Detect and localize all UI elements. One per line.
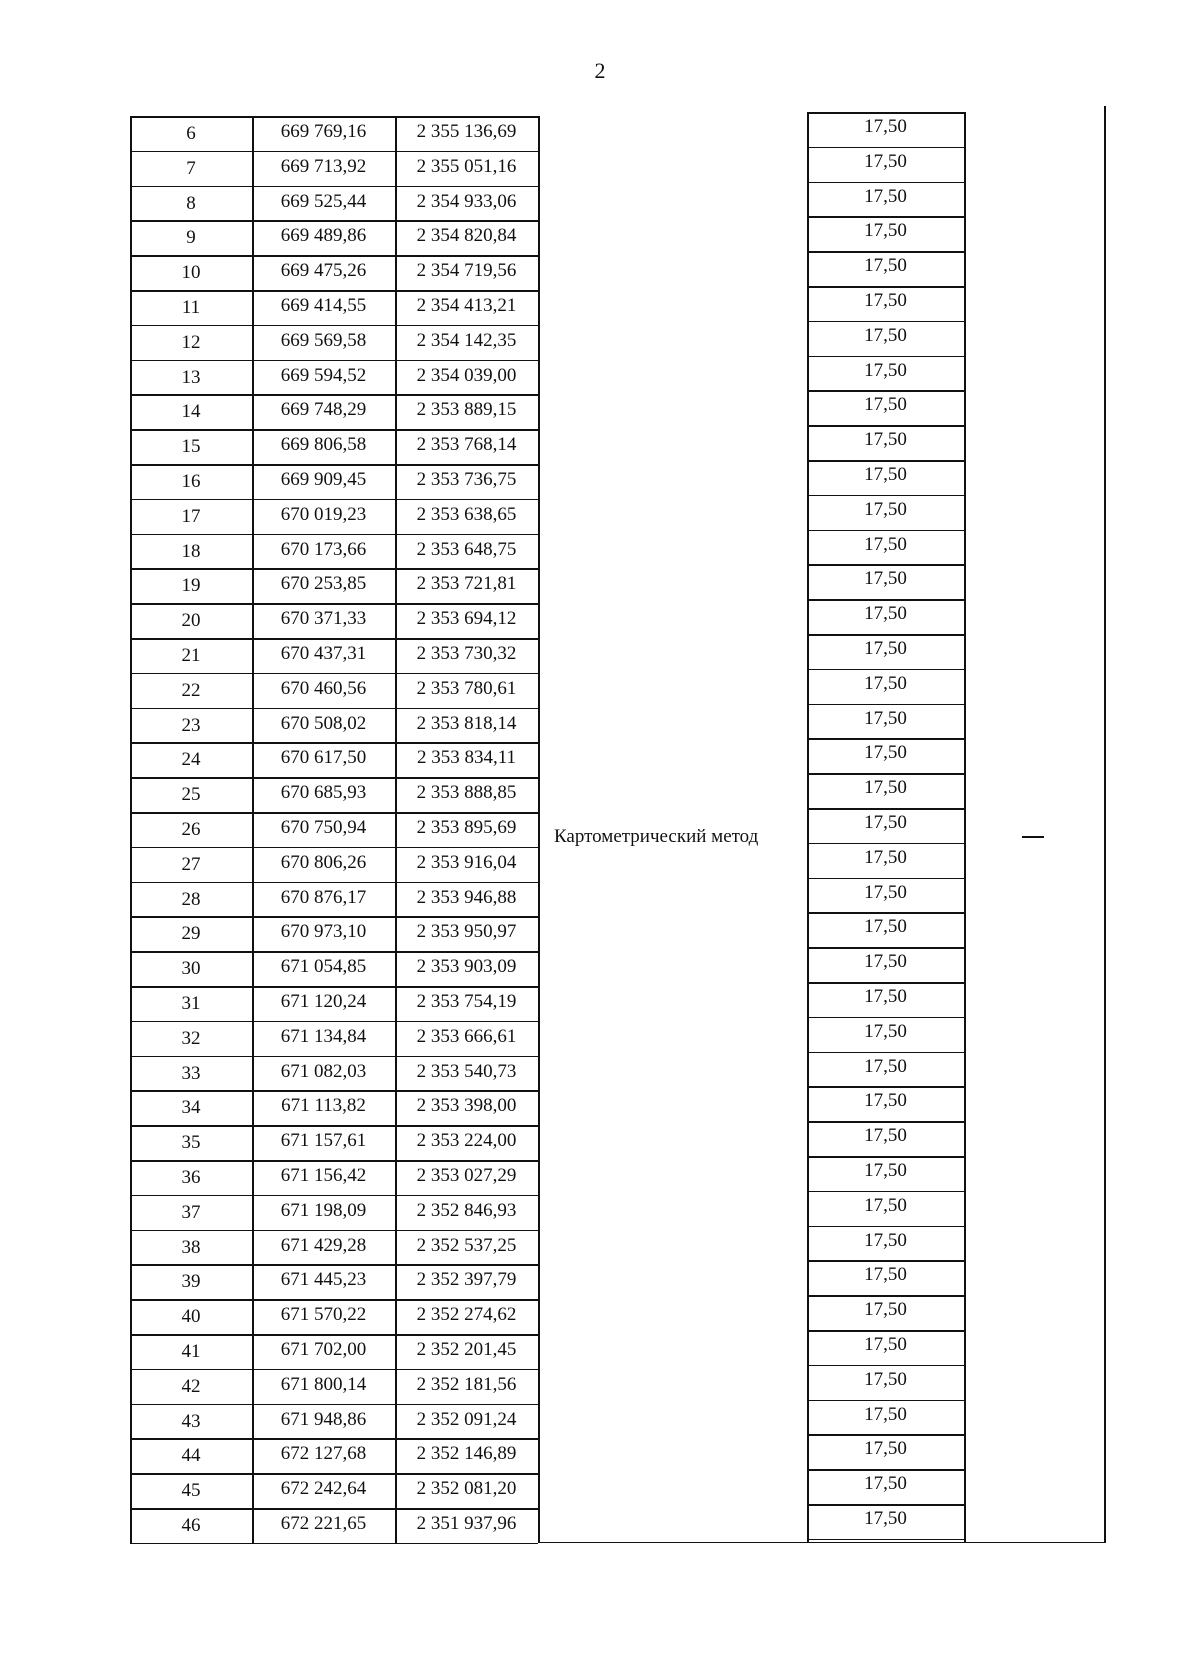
y-coordinate-cell: 2 353 768,14 xyxy=(416,434,517,456)
column-rule xyxy=(964,112,966,1543)
accuracy-cell: 17,50 xyxy=(864,742,907,764)
point-number-cell: 7 xyxy=(186,157,196,179)
x-coordinate-cell: 671 157,61 xyxy=(280,1130,367,1152)
row-rule xyxy=(130,1090,538,1092)
accuracy-cell: 17,50 xyxy=(864,1264,907,1286)
y-coordinate-cell: 2 353 730,32 xyxy=(416,643,517,664)
row-rule xyxy=(807,1191,964,1193)
point-number-cell: 40 xyxy=(181,1306,201,1328)
accuracy-cell: 17,50 xyxy=(864,1160,907,1181)
y-coordinate-cell: 2 353 754,19 xyxy=(416,991,517,1012)
y-coordinate-cell: 2 353 895,69 xyxy=(416,817,517,838)
x-coordinate-cell: 670 685,93 xyxy=(280,782,367,804)
y-coordinate-cell: 2 353 888,85 xyxy=(416,782,517,804)
row-rule xyxy=(807,112,964,114)
row-rule xyxy=(807,1469,964,1471)
accuracy-cell: 17,50 xyxy=(864,255,907,277)
row-rule xyxy=(130,1264,538,1266)
empty-value-dash xyxy=(1022,836,1044,838)
y-coordinate-cell: 2 353 398,00 xyxy=(416,1095,517,1117)
row-rule xyxy=(807,356,964,358)
row-rule xyxy=(130,290,538,292)
x-coordinate-cell: 671 429,28 xyxy=(280,1234,367,1256)
y-coordinate-cell: 2 353 736,75 xyxy=(416,469,517,490)
accuracy-cell: 17,50 xyxy=(864,290,907,311)
point-number-cell: 23 xyxy=(181,714,201,736)
x-coordinate-cell: 670 460,56 xyxy=(280,677,367,699)
row-rule xyxy=(807,1434,964,1436)
x-coordinate-cell: 670 806,26 xyxy=(280,851,367,873)
accuracy-cell: 17,50 xyxy=(864,672,907,694)
x-coordinate-cell: 670 173,66 xyxy=(280,538,367,560)
row-rule xyxy=(130,1021,538,1023)
y-coordinate-cell: 2 352 146,89 xyxy=(416,1443,517,1465)
x-coordinate-cell: 670 876,17 xyxy=(280,886,367,908)
y-coordinate-cell: 2 351 937,96 xyxy=(416,1513,517,1534)
x-coordinate-cell: 671 702,00 xyxy=(280,1339,367,1360)
row-rule xyxy=(130,708,538,710)
row-rule xyxy=(130,1056,538,1058)
point-number-cell: 31 xyxy=(181,993,201,1014)
row-rule xyxy=(130,1369,538,1371)
accuracy-cell: 17,50 xyxy=(864,986,907,1007)
point-number-cell: 21 xyxy=(181,645,201,666)
accuracy-cell: 17,50 xyxy=(864,1508,907,1529)
accuracy-cell: 17,50 xyxy=(864,1090,907,1112)
accuracy-cell: 17,50 xyxy=(864,777,907,799)
accuracy-cell: 17,50 xyxy=(864,1055,907,1077)
accuracy-cell: 17,50 xyxy=(864,916,907,938)
coordinates-table xyxy=(130,116,1108,1544)
row-rule xyxy=(807,182,964,184)
accuracy-cell: 17,50 xyxy=(864,150,907,172)
point-number-cell: 38 xyxy=(181,1236,201,1258)
x-coordinate-cell: 671 054,85 xyxy=(280,956,367,978)
x-coordinate-cell: 669 748,29 xyxy=(280,399,367,421)
row-rule xyxy=(130,116,538,118)
accuracy-cell: 17,50 xyxy=(864,846,907,868)
x-coordinate-cell: 669 569,58 xyxy=(280,329,367,351)
x-coordinate-cell: 670 437,31 xyxy=(280,643,367,664)
x-coordinate-cell: 671 570,22 xyxy=(280,1304,367,1326)
row-rule xyxy=(807,1260,964,1262)
y-coordinate-cell: 2 353 903,09 xyxy=(416,956,517,978)
x-coordinate-cell: 669 769,16 xyxy=(280,121,367,142)
row-rule xyxy=(807,1156,964,1158)
row-rule xyxy=(807,912,964,914)
accuracy-cell: 17,50 xyxy=(864,533,907,555)
row-rule xyxy=(807,1504,964,1506)
x-coordinate-cell: 670 371,33 xyxy=(280,608,367,630)
row-rule xyxy=(807,843,964,845)
accuracy-cell: 17,50 xyxy=(864,707,907,729)
table-border-bottom xyxy=(538,1542,1105,1544)
x-coordinate-cell: 672 221,65 xyxy=(280,1513,367,1534)
y-coordinate-cell: 2 353 946,88 xyxy=(416,886,517,908)
point-number-cell: 24 xyxy=(181,749,201,771)
y-coordinate-cell: 2 353 027,29 xyxy=(416,1165,517,1186)
accuracy-cell: 17,50 xyxy=(864,951,907,973)
point-number-cell: 11 xyxy=(181,297,201,318)
table-border-right xyxy=(1104,106,1106,1543)
page-number: 2 xyxy=(594,58,606,83)
row-rule xyxy=(130,951,538,953)
accuracy-cell: 17,50 xyxy=(864,568,907,590)
row-rule xyxy=(130,1508,538,1510)
point-number-cell: 22 xyxy=(181,679,201,701)
accuracy-cell: 17,50 xyxy=(864,1473,907,1495)
point-number-cell: 32 xyxy=(181,1027,201,1049)
y-coordinate-cell: 2 355 051,16 xyxy=(416,155,517,177)
point-number-cell: 28 xyxy=(181,888,201,910)
y-coordinate-cell: 2 354 820,84 xyxy=(416,225,517,247)
row-rule xyxy=(130,603,538,605)
row-rule xyxy=(130,812,538,814)
y-coordinate-cell: 2 353 540,73 xyxy=(416,1060,517,1082)
point-number-cell: 13 xyxy=(181,366,201,388)
y-coordinate-cell: 2 352 846,93 xyxy=(416,1199,517,1221)
y-coordinate-cell: 2 354 413,21 xyxy=(416,295,517,316)
row-rule xyxy=(130,916,538,918)
row-rule xyxy=(130,429,538,431)
row-rule xyxy=(130,255,538,257)
y-coordinate-cell: 2 353 648,75 xyxy=(416,538,517,560)
x-coordinate-cell: 671 800,14 xyxy=(280,1373,367,1395)
row-rule xyxy=(807,530,964,532)
row-rule xyxy=(130,1543,538,1545)
row-rule xyxy=(130,360,538,362)
row-rule xyxy=(807,738,964,740)
point-number-cell: 43 xyxy=(181,1410,201,1432)
row-rule xyxy=(807,1539,964,1541)
x-coordinate-cell: 669 414,55 xyxy=(280,295,367,316)
row-rule xyxy=(807,390,964,392)
y-coordinate-cell: 2 354 142,35 xyxy=(416,329,517,351)
accuracy-cell: 17,50 xyxy=(864,881,907,903)
point-number-cell: 10 xyxy=(181,262,201,284)
y-coordinate-cell: 2 354 039,00 xyxy=(416,364,517,386)
accuracy-cell: 17,50 xyxy=(864,1368,907,1390)
y-coordinate-cell: 2 353 889,15 xyxy=(416,399,517,421)
row-rule xyxy=(807,947,964,949)
row-rule xyxy=(807,1365,964,1367)
y-coordinate-cell: 2 352 181,56 xyxy=(416,1373,517,1395)
row-rule xyxy=(807,704,964,706)
accuracy-cell: 17,50 xyxy=(864,638,907,659)
x-coordinate-cell: 671 134,84 xyxy=(280,1025,367,1047)
x-coordinate-cell: 669 475,26 xyxy=(280,260,367,282)
row-rule xyxy=(807,147,964,149)
row-rule xyxy=(130,1299,538,1301)
y-coordinate-cell: 2 352 091,24 xyxy=(416,1408,517,1430)
row-rule xyxy=(807,1086,964,1088)
row-rule xyxy=(130,325,538,327)
accuracy-cell: 17,50 xyxy=(864,1334,907,1355)
accuracy-cell: 17,50 xyxy=(864,394,907,416)
x-coordinate-cell: 670 508,02 xyxy=(280,712,367,734)
point-number-cell: 39 xyxy=(181,1271,201,1293)
row-rule xyxy=(807,634,964,636)
accuracy-cell: 17,50 xyxy=(864,1020,907,1042)
accuracy-cell: 17,50 xyxy=(864,1194,907,1216)
row-rule xyxy=(807,1052,964,1054)
x-coordinate-cell: 670 253,85 xyxy=(280,573,367,595)
point-number-cell: 15 xyxy=(181,436,201,458)
x-coordinate-cell: 671 113,82 xyxy=(281,1095,366,1117)
x-coordinate-cell: 671 120,24 xyxy=(280,991,367,1012)
x-coordinate-cell: 670 973,10 xyxy=(280,921,367,943)
row-rule xyxy=(807,286,964,288)
row-rule xyxy=(130,1195,538,1197)
x-coordinate-cell: 669 909,45 xyxy=(280,469,367,490)
row-rule xyxy=(130,777,538,779)
y-coordinate-cell: 2 353 834,11 xyxy=(416,747,517,769)
point-number-cell: 27 xyxy=(181,853,201,875)
row-rule xyxy=(807,669,964,671)
x-coordinate-cell: 671 445,23 xyxy=(280,1269,367,1291)
y-coordinate-cell: 2 353 638,65 xyxy=(416,503,517,525)
point-number-cell: 18 xyxy=(181,540,201,562)
point-number-cell: 20 xyxy=(181,610,201,632)
y-coordinate-cell: 2 355 136,69 xyxy=(416,121,517,142)
column-rule xyxy=(538,116,540,1543)
row-rule xyxy=(130,151,538,153)
row-rule xyxy=(130,986,538,988)
y-coordinate-cell: 2 354 933,06 xyxy=(416,190,517,212)
point-number-cell: 16 xyxy=(181,471,201,492)
point-number-cell: 36 xyxy=(181,1167,201,1188)
x-coordinate-cell: 670 750,94 xyxy=(280,817,367,838)
point-number-cell: 30 xyxy=(181,958,201,980)
x-coordinate-cell: 671 082,03 xyxy=(280,1060,367,1082)
x-coordinate-cell: 669 525,44 xyxy=(280,190,367,212)
point-number-cell: 34 xyxy=(181,1097,201,1119)
row-rule xyxy=(130,1438,538,1440)
y-coordinate-cell: 2 353 780,61 xyxy=(416,677,517,699)
accuracy-cell: 17,50 xyxy=(864,812,907,833)
row-rule xyxy=(807,1226,964,1228)
row-rule xyxy=(130,534,538,536)
accuracy-cell: 17,50 xyxy=(864,1299,907,1321)
x-coordinate-cell: 671 948,86 xyxy=(280,1408,367,1430)
y-coordinate-cell: 2 353 666,61 xyxy=(416,1025,517,1047)
row-rule xyxy=(807,1400,964,1402)
row-rule xyxy=(130,220,538,222)
accuracy-cell: 17,50 xyxy=(864,464,907,485)
row-rule xyxy=(130,742,538,744)
accuracy-cell: 17,50 xyxy=(864,1229,907,1251)
row-rule xyxy=(807,1330,964,1332)
row-rule xyxy=(807,982,964,984)
row-rule xyxy=(807,808,964,810)
point-number-cell: 9 xyxy=(186,227,196,249)
y-coordinate-cell: 2 353 916,04 xyxy=(416,851,517,873)
x-coordinate-cell: 671 198,09 xyxy=(280,1199,367,1221)
row-rule xyxy=(807,495,964,497)
y-coordinate-cell: 2 352 201,45 xyxy=(416,1339,517,1360)
accuracy-cell: 17,50 xyxy=(864,1125,907,1147)
point-number-cell: 6 xyxy=(186,123,196,144)
x-coordinate-cell: 672 242,64 xyxy=(280,1478,367,1500)
y-coordinate-cell: 2 353 694,12 xyxy=(416,608,517,630)
accuracy-cell: 17,50 xyxy=(864,324,907,346)
accuracy-cell: 17,50 xyxy=(864,116,907,137)
y-coordinate-cell: 2 353 950,97 xyxy=(416,921,517,943)
x-coordinate-cell: 670 617,50 xyxy=(280,747,367,769)
point-number-cell: 17 xyxy=(181,505,201,527)
row-rule xyxy=(130,1473,538,1475)
x-coordinate-cell: 670 019,23 xyxy=(280,503,367,525)
y-coordinate-cell: 2 352 397,79 xyxy=(416,1269,517,1291)
row-rule xyxy=(807,878,964,880)
row-rule xyxy=(807,1017,964,1019)
x-coordinate-cell: 672 127,68 xyxy=(280,1443,367,1465)
point-number-cell: 29 xyxy=(181,923,201,945)
x-coordinate-cell: 669 489,86 xyxy=(280,225,367,247)
row-rule xyxy=(807,1121,964,1123)
point-number-cell: 44 xyxy=(181,1445,201,1467)
x-coordinate-cell: 669 713,92 xyxy=(280,155,367,177)
y-coordinate-cell: 2 352 081,20 xyxy=(416,1478,517,1500)
row-rule xyxy=(130,1125,538,1127)
point-number-cell: 42 xyxy=(181,1375,201,1397)
point-number-cell: 14 xyxy=(181,401,201,423)
accuracy-cell: 17,50 xyxy=(864,220,907,242)
row-rule xyxy=(807,599,964,601)
row-rule xyxy=(130,1160,538,1162)
row-rule xyxy=(130,1334,538,1336)
row-rule xyxy=(807,321,964,323)
accuracy-cell: 17,50 xyxy=(864,429,907,451)
row-rule xyxy=(130,499,538,501)
x-coordinate-cell: 669 594,52 xyxy=(280,364,367,386)
row-rule xyxy=(807,773,964,775)
row-rule xyxy=(130,1230,538,1232)
row-rule xyxy=(130,847,538,849)
accuracy-cell: 17,50 xyxy=(864,359,907,381)
point-number-cell: 46 xyxy=(181,1515,201,1536)
point-number-cell: 8 xyxy=(186,192,196,214)
point-number-cell: 45 xyxy=(181,1480,201,1502)
row-rule xyxy=(807,460,964,462)
point-number-cell: 12 xyxy=(181,331,201,353)
point-number-cell: 25 xyxy=(181,784,201,806)
point-number-cell: 37 xyxy=(181,1201,201,1223)
row-rule xyxy=(130,882,538,884)
y-coordinate-cell: 2 353 721,81 xyxy=(416,573,517,595)
accuracy-cell: 17,50 xyxy=(864,1438,907,1460)
method-cell: Картометрический метод xyxy=(554,826,759,848)
accuracy-cell: 17,50 xyxy=(864,1403,907,1425)
accuracy-cell: 17,50 xyxy=(864,498,907,520)
row-rule xyxy=(130,673,538,675)
accuracy-cell: 17,50 xyxy=(864,603,907,625)
row-rule xyxy=(130,568,538,570)
row-rule xyxy=(807,251,964,253)
row-rule xyxy=(130,394,538,396)
row-rule xyxy=(807,216,964,218)
accuracy-cell: 17,50 xyxy=(864,185,907,207)
row-rule xyxy=(807,1295,964,1297)
point-number-cell: 26 xyxy=(181,819,201,840)
row-rule xyxy=(130,638,538,640)
point-number-cell: 35 xyxy=(181,1132,201,1154)
point-number-cell: 19 xyxy=(181,575,201,597)
point-number-cell: 41 xyxy=(181,1341,201,1362)
y-coordinate-cell: 2 352 537,25 xyxy=(416,1234,517,1256)
row-rule xyxy=(807,564,964,566)
y-coordinate-cell: 2 352 274,62 xyxy=(416,1304,517,1326)
y-coordinate-cell: 2 354 719,56 xyxy=(416,260,517,282)
row-rule xyxy=(807,425,964,427)
x-coordinate-cell: 671 156,42 xyxy=(280,1165,367,1186)
row-rule xyxy=(130,1404,538,1406)
y-coordinate-cell: 2 353 224,00 xyxy=(416,1130,517,1152)
x-coordinate-cell: 669 806,58 xyxy=(280,434,367,456)
row-rule xyxy=(130,186,538,188)
row-rule xyxy=(130,464,538,466)
point-number-cell: 33 xyxy=(181,1062,201,1084)
y-coordinate-cell: 2 353 818,14 xyxy=(416,712,517,734)
